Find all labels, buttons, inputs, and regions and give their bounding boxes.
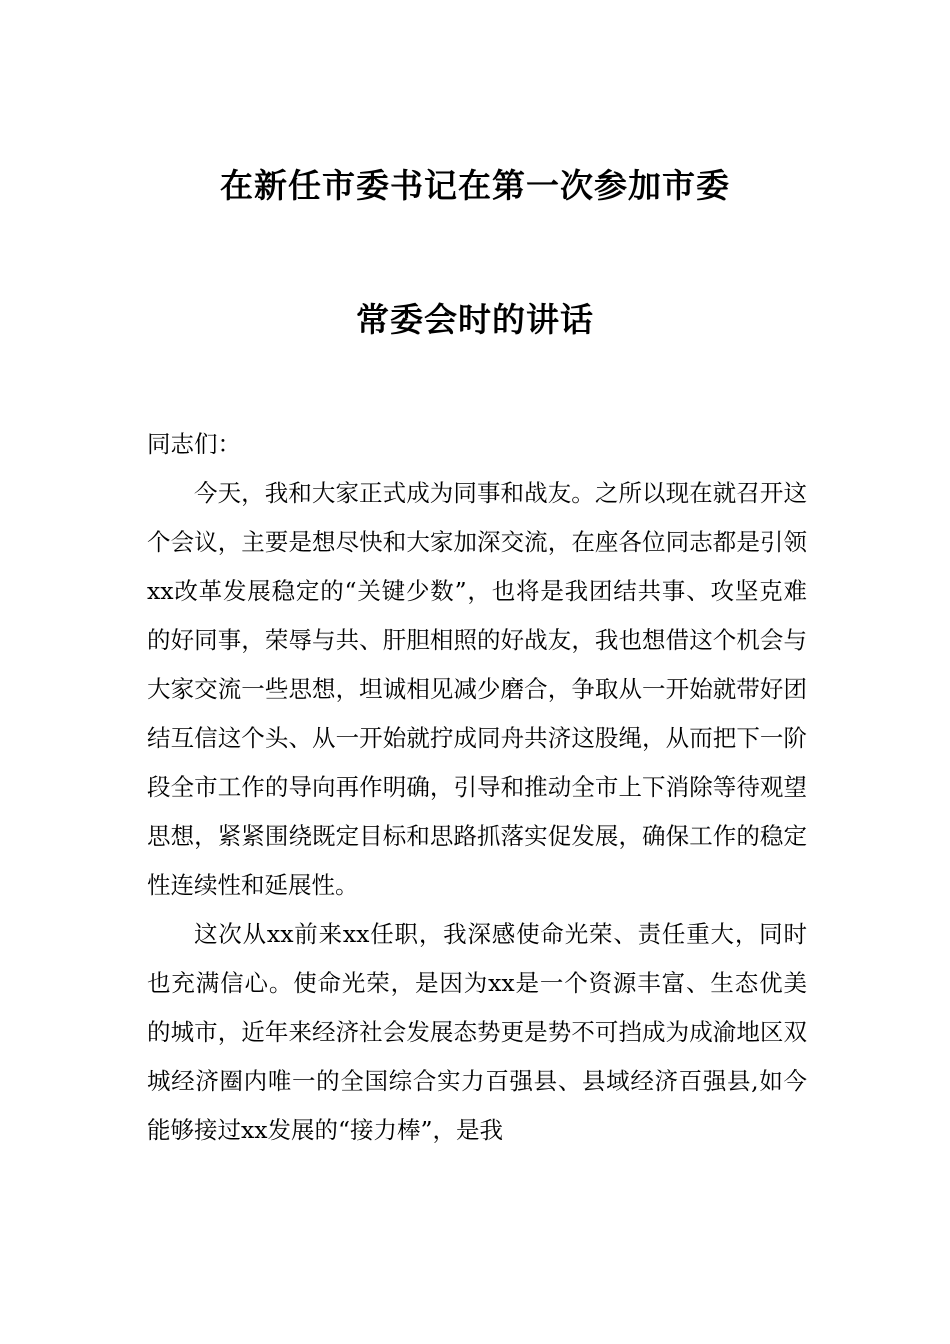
salutation: 同志们： — [147, 430, 241, 458]
document-title-line-2: 常委会时的讲话 — [356, 300, 594, 339]
paragraph-2: 这次从xx前来xx任职，我深感使命光荣、责任重大，同时也充满信心。使命光荣，是因为xx是一个资源丰富、生态优美的城市，近年来经济社会发展态势更是势不可挡成为成渝地区双城经济圈内唯一的全国综合实力百强县、县域经济百强县,如今能够接过xx发展的“接力棒”，是我 — [147, 920, 807, 1144]
document-title-line-1: 在新任市委书记在第一次参加市委 — [220, 166, 730, 205]
document-body — [147, 420, 807, 1155]
paragraph-1: 今天，我和大家正式成为同事和战友。之所以现在就召开这个会议，主要是想尽快和大家加深交流，在座各位同志都是引领xx改革发展稳定的“关键少数”，也将是我团结共事、攻坚克难的好同事，荣辱与共、肝胆相照的好战友，我也想借这个机会与大家交流一些思想，坦诚相见减少磨合，争取从一开始就带好团结互信这个头、从一开始就拧成同舟共济这股绳，从而把下一阶段全市工作的导向再作明确，引导和推动全市上下消除等待观望思想，紧紧围绕既定目标和思路抓落实促发展，确保工作的稳定性连续性和延展性。 — [147, 479, 807, 899]
